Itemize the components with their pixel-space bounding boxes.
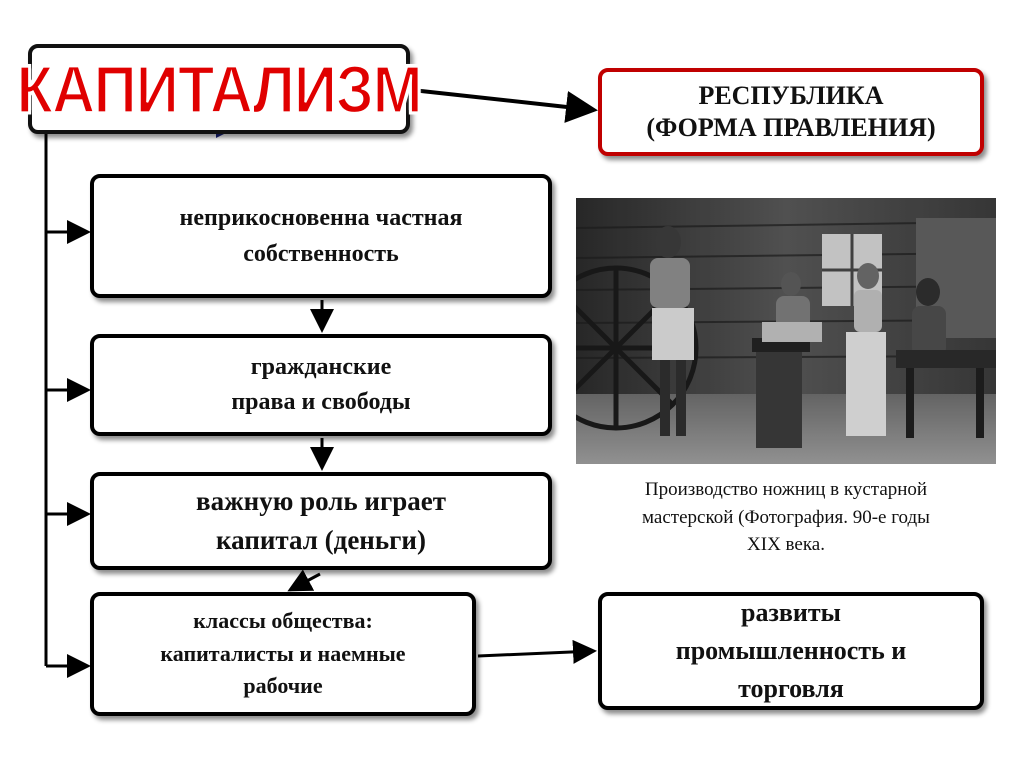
- industry-box: [598, 592, 984, 710]
- down-arrow-3: [290, 574, 320, 590]
- industry-text-line: развиты: [740, 598, 841, 628]
- feature-text-line: неприкосновенна частная: [179, 205, 463, 231]
- feature-text-line: рабочие: [243, 673, 323, 699]
- feature-box-rights: [90, 334, 552, 436]
- republic-box: [598, 68, 984, 156]
- workshop-photo: [576, 198, 996, 464]
- feature-text-line: гражданские: [250, 354, 392, 381]
- caption-line: Производство ножниц в кустарной: [644, 479, 928, 500]
- feature-text-line: важную роль играет: [195, 485, 446, 516]
- feature-text-line: капитал (деньги): [216, 525, 426, 555]
- republic-label: РЕСПУБЛИКА: [698, 81, 884, 111]
- feature-text-line: капиталисты и наемные: [160, 640, 406, 666]
- republic-sublabel: (ФОРМА ПРАВЛЕНИЯ): [646, 113, 936, 142]
- feature-text-line: классы общества:: [193, 608, 373, 634]
- feature-box-property: [90, 174, 552, 298]
- title-text: КАПИТАЛИЗМ: [16, 51, 422, 127]
- title-to-republic-arrow: [412, 90, 594, 110]
- feature-text-line: права и свободы: [231, 389, 411, 415]
- feature-box-classes: [90, 592, 476, 716]
- caption-line: мастерской (Фотография. 90-е годы: [642, 506, 930, 528]
- industry-text-line: торговля: [738, 673, 844, 703]
- classes-to-industry-arrow: [478, 651, 594, 656]
- industry-text-line: промышленность и: [675, 636, 907, 666]
- feature-box-capital: [90, 472, 552, 570]
- feature-text-line: собственность: [243, 241, 399, 267]
- title-box: [16, 44, 422, 134]
- caption-line: XIX века.: [747, 534, 825, 556]
- photo-caption: [576, 476, 996, 559]
